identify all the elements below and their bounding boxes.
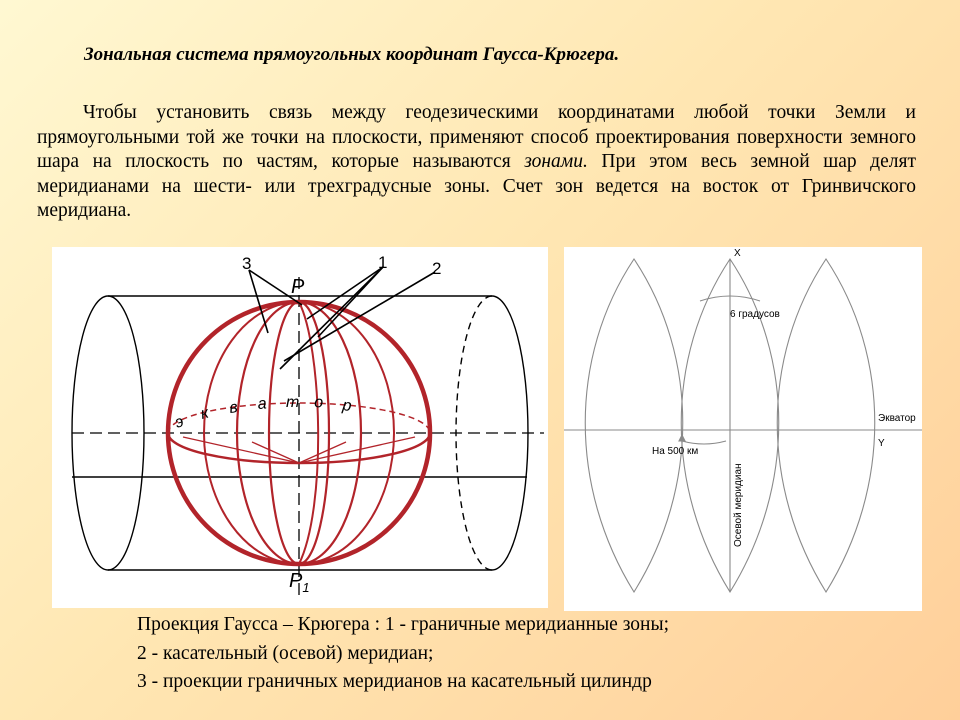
axis-x-label: X xyxy=(734,248,741,259)
equator-letter-7: р xyxy=(341,397,353,416)
label-2: 2 xyxy=(432,259,442,278)
zones-projection-svg xyxy=(564,247,922,611)
distance-arrow xyxy=(679,435,685,441)
paragraph-text-end: При этом весь земной шар делят меридианами на шести- или трехградусные зоны. Счет зон ведется на восток от Гринвичского меридиана. xyxy=(37,151,916,221)
leader-3a xyxy=(249,270,268,333)
equator-letter-5: т xyxy=(286,394,300,411)
figure-caption xyxy=(137,611,897,697)
equator-letter-1: э xyxy=(172,413,186,432)
equator-word xyxy=(173,394,353,432)
label-pole-p: P xyxy=(291,276,305,298)
degrees-label: 6 градусов xyxy=(730,309,780,320)
caption-line-2: 2 - касательный (осевой) меридиан; xyxy=(137,642,434,664)
equator-letter-4: а xyxy=(257,395,268,413)
caption-line-3: 3 - проекции граничных меридианов на касательный цилиндр xyxy=(137,671,652,692)
leader-lines xyxy=(249,267,435,369)
sphere-cylinder-figure xyxy=(52,247,548,608)
zone-right xyxy=(777,259,875,592)
paragraph-text-start: Чтобы установить связь между геодезическими координатами любой точки Земли и прямоугольными той же точки на плоскости, применяют способ проектирования поверхности земного шара на плоскость по частям, которые называются xyxy=(37,102,916,172)
equator-letter-2: к xyxy=(199,404,211,423)
caption-line-1: Проекция Гаусса – Крюгера : 1 - граничные меридианные зоны; xyxy=(137,614,669,635)
distance-label: На 500 км xyxy=(652,446,699,457)
page-title: Зональная система прямоугольных координат Гаусса-Крюгера. xyxy=(84,44,620,65)
ray-3 xyxy=(252,442,299,463)
leader-2 xyxy=(284,272,435,361)
paragraph-emphasis: зонами. xyxy=(524,151,588,172)
distance-arc xyxy=(682,441,726,444)
sphere-cylinder-svg xyxy=(52,247,548,608)
axis-y-label: Y xyxy=(878,438,885,449)
label-pole-p1: $P_1$ xyxy=(289,570,310,595)
ray-4 xyxy=(299,442,346,463)
equator-letter-3: в xyxy=(228,398,239,417)
zone-left xyxy=(585,259,683,592)
equator-letter-6: о xyxy=(313,394,324,412)
label-1: 1 xyxy=(378,253,388,272)
axial-meridian-label: Осевой меридиан xyxy=(733,463,744,547)
intro-paragraph xyxy=(37,101,916,224)
label-3: 3 xyxy=(242,254,252,273)
zones-projection-figure xyxy=(564,247,922,611)
equator-label: Экватор xyxy=(878,413,916,424)
